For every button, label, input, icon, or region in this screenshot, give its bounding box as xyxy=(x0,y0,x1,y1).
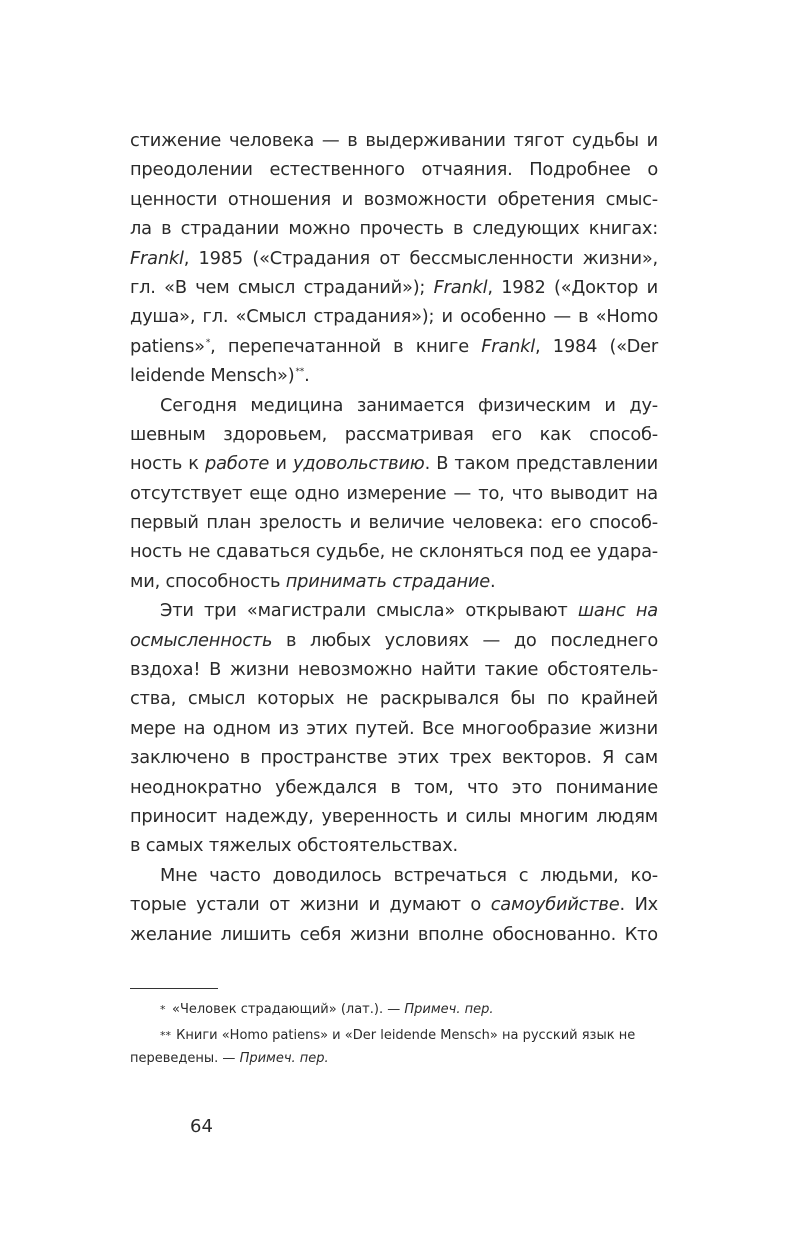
footnote-line xyxy=(130,1047,670,1070)
footnote-note: Примеч. пер. xyxy=(404,1002,494,1017)
text-line xyxy=(130,596,658,625)
text-line xyxy=(130,890,658,919)
footnote-line xyxy=(130,1024,670,1047)
text-run: в любых условиях — до последнего xyxy=(272,629,658,651)
text-run: patiens» xyxy=(130,335,205,357)
text-line: ность не сдаваться судьбе, не склоняться под ее удара- xyxy=(130,541,658,563)
text-line xyxy=(130,449,658,478)
text-run: и xyxy=(269,453,293,475)
footnote-marker: ** xyxy=(160,1029,171,1042)
emphasis: шанс на xyxy=(577,600,659,622)
text-line: неоднократно убеждался в том, что это понимание xyxy=(130,776,658,798)
text-run: . xyxy=(304,365,310,387)
text-line: приносит надежду, уверенность и силы многим людям xyxy=(130,805,658,827)
emphasis: принимать страдание xyxy=(285,570,491,592)
text-run: ми, способность xyxy=(130,570,286,592)
footnote-note: Примеч. пер. xyxy=(239,1051,329,1066)
text-run: гл. «В чем смысл страданий»); xyxy=(130,276,434,298)
emphasis: осмысленность xyxy=(130,629,273,651)
author-ref: Frankl xyxy=(130,247,184,269)
footnote-marker: * xyxy=(205,337,211,348)
text-run: , 1982 («Доктор и xyxy=(487,276,658,298)
footnote-divider xyxy=(130,988,218,989)
text-line xyxy=(130,361,658,390)
text-run: ность к xyxy=(130,453,206,475)
text-run: , 1985 («Страдания от бессмысленности жизни», xyxy=(183,247,658,269)
text-line xyxy=(130,567,658,596)
text-line: в самых тяжелых обстоятельствах. xyxy=(130,835,459,857)
text-run: . В таком представлении xyxy=(424,453,658,475)
author-ref: Frankl xyxy=(433,276,488,298)
text-line: мере на одном из этих путей. Все многообразие жизни xyxy=(130,717,658,739)
text-run: Эти три «магистрали смысла» открывают xyxy=(160,600,578,622)
body-text xyxy=(130,126,658,949)
footnote-marker: ** xyxy=(295,367,305,378)
text-line: ства, смысл которых не раскрывался бы по крайней xyxy=(130,688,658,710)
text-line: ла в страдании можно прочесть в следующих книгах: xyxy=(130,218,658,240)
text-run: , 1984 («Der xyxy=(535,335,658,357)
footnote-text: «Человек страдающий» (лат.). — xyxy=(172,1002,405,1017)
footnote-line xyxy=(130,1002,493,1017)
footnote-1 xyxy=(130,998,670,1021)
text-run: leidende Mensch») xyxy=(130,365,295,387)
text-line xyxy=(130,332,658,361)
emphasis: самоубийстве xyxy=(490,894,620,916)
text-line: преодолении естественного отчаяния. Подробнее о xyxy=(130,159,658,181)
page-number: 64 xyxy=(190,1116,213,1137)
footnote-text: переведены. — xyxy=(130,1051,240,1066)
text-line: вздоха! В жизни невозможно найти такие обстоятель- xyxy=(130,659,658,681)
text-line xyxy=(130,626,658,655)
author-ref: Frankl xyxy=(481,335,536,357)
text-line: отсутствует еще одно измерение — то, что выводит на xyxy=(130,482,658,504)
text-line: желание лишить себя жизни вполне обоснованно. Кто xyxy=(130,923,658,945)
emphasis: работе xyxy=(205,453,270,475)
text-line: первый план зрелость и величие человека: его способ- xyxy=(130,512,658,534)
footnote-2 xyxy=(130,1024,670,1070)
text-line xyxy=(130,273,658,302)
text-line: душа», гл. «Смысл страдания»); и особенно — в «Homo xyxy=(130,306,658,328)
emphasis: удовольствию xyxy=(292,453,425,475)
footnote-text: Книги «Homo patiens» и «Der leidende Mensch» на русский язык не xyxy=(176,1028,636,1043)
footnote-marker: * xyxy=(160,1003,166,1016)
text-line: стижение человека — в выдерживании тягот судьбы и xyxy=(130,130,658,151)
text-run: , перепечатанной в книге xyxy=(210,335,482,357)
text-line xyxy=(130,244,658,273)
text-line: Сегодня медицина занимается физическим и ду- xyxy=(160,394,658,416)
text-line: шевным здоровьем, рассматривая его как способ- xyxy=(130,423,658,445)
text-line: ценности отношения и возможности обретения смыс- xyxy=(130,188,658,210)
text-line: Мне часто доводилось встречаться с людьми, ко- xyxy=(160,864,658,886)
text-run: торые устали от жизни и думают о xyxy=(130,894,491,916)
text-run: . Их xyxy=(619,894,658,916)
text-line: заключено в пространстве этих трех векторов. Я сам xyxy=(130,747,658,769)
text-run: . xyxy=(490,570,496,592)
